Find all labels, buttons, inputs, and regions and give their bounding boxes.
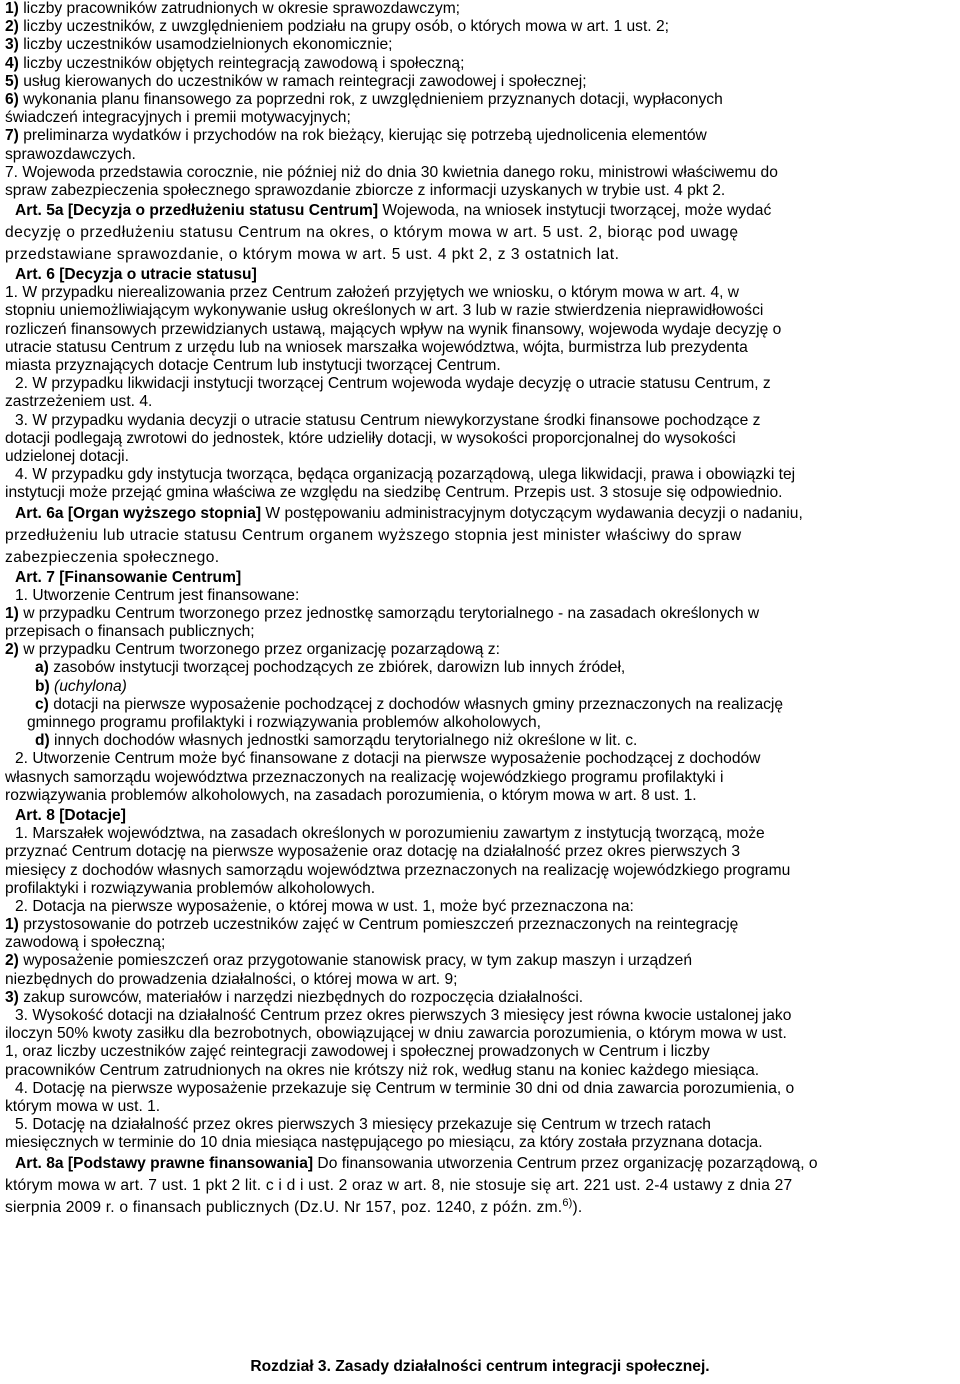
text-line: własnych samorządu województwa przeznaczonych na realizację wojewódzkiego programu profilaktyki i	[5, 768, 724, 786]
text-line: miesięcznych w terminie do 10 dnia miesiąca następującego po miesiącu, za który została przyznana dotacja.	[5, 1134, 763, 1152]
item-number: 4)	[5, 54, 19, 72]
text-line: zastrzeżeniem ust. 4.	[5, 393, 153, 411]
article-text: Wojewoda, na wniosek instytucji tworzącej, może wydać	[378, 202, 772, 220]
list-item	[5, 678, 953, 696]
text-line: 1. Marszałek województwa, na zasadach określonych w porozumieniu zawartym z instytucją tworzącą, może	[15, 825, 765, 843]
text-line: 1. Utworzenie Centrum jest finansowane:	[15, 586, 300, 604]
list-item	[5, 55, 953, 73]
item-text: usług kierowanych do uczestników w ramach reintegracji zawodowej i społecznej;	[23, 72, 587, 90]
item-text: liczby uczestników usamodzielnionych ekonomicznie;	[23, 36, 393, 54]
text-line: instytucji może przejąć gmina właściwa ze względu na siedzibę Centrum. Przepis ust. 3 stosuje się odpowiednio.	[5, 484, 783, 502]
list-item	[5, 91, 953, 109]
text-line: 2. W przypadku likwidacji instytucji tworzącej Centrum wojewoda wydaje decyzję o utracie statusu Centrum, z	[15, 375, 771, 393]
list-item	[5, 127, 953, 145]
list-item	[5, 732, 953, 750]
list-item	[5, 73, 953, 91]
item-text: dotacji na pierwsze wyposażenie pochodzącej z dochodów własnych gminy przeznaczonych na realizację	[48, 695, 784, 713]
text-line: decyzję o przedłużeniu statusu Centrum na okres, o którym mowa w art. 5 ust. 2, biorąc pod uwagę	[5, 224, 739, 242]
text-line: przedłużeniu lub utracie statusu Centrum organem wyższego stopnia jest minister właściwy do spraw	[5, 526, 742, 544]
list-item	[5, 36, 953, 54]
item-number: 1)	[5, 916, 19, 934]
text-line	[5, 1197, 953, 1219]
chapter-heading: Rozdział 3. Zasady działalności centrum integracji społecznej.	[250, 1358, 710, 1375]
list-item	[5, 18, 953, 36]
article-5a-line	[5, 200, 953, 222]
item-text: zakup surowców, materiałów i narzędzi niezbędnych do rozpoczęcia działalności.	[18, 988, 584, 1006]
text-line: zawodową i społeczną;	[5, 934, 166, 952]
list-item	[5, 0, 953, 18]
text-line: pracowników Centrum zatrudnionych na okres nie krótszy niż rok, według stanu na koniec każdego miesiąca.	[5, 1061, 760, 1079]
text-line: niezbędnych do prowadzenia działalności, o której mowa w art. 9;	[5, 970, 458, 988]
item-text: zasobów instytucji tworzącej pochodzących ze zbiórek, darowizn lub innych źródeł,	[48, 659, 626, 677]
text-line: 3. Wysokość dotacji na działalność Centrum przez okres pierwszych 3 miesięcy jest równa kwocie ustalonej jako	[15, 1007, 792, 1024]
item-number: 2)	[5, 641, 19, 659]
text-line: 1, oraz liczby uczestników zajęć reintegracji zawodowej i społecznej prowadzonych w Centrum i liczby	[5, 1043, 710, 1061]
article-text: Do finansowania utworzenia Centrum przez organizację pozarządową, o	[313, 1154, 818, 1172]
text-line: 2. Dotacja na pierwsze wyposażenie, o której mowa w ust. 1, może być przeznaczona na:	[15, 897, 634, 915]
item-letter: a)	[35, 659, 49, 677]
item-text: w przypadku Centrum tworzonego przez jednostkę samorządu terytorialnego - na zasadach określonych w	[18, 604, 760, 622]
item-number: 3)	[5, 36, 19, 54]
text-line: rozliczeń finansowych przewidzianych ustawą, mających wpływ na wynik finansowy, wojewoda wydaje decyzję o	[5, 320, 782, 338]
text-line: 4. W przypadku gdy instytucja tworząca, będąca organizacją pozarządową, ulega likwidacji, prawa i obowiązki tej	[15, 466, 796, 484]
list-item	[5, 696, 953, 714]
item-text: wyposażenie pomieszczeń oraz przygotowanie stanowisk pracy, w tym zakup maszyn i urządzeń	[18, 952, 693, 970]
text-line: iloczyn 50% kwoty zasiłku dla bezrobotnych, obowiązującej w dniu zawarcia porozumienia, o którym mowa w ust.	[5, 1025, 787, 1043]
item-letter: d)	[35, 732, 50, 750]
text-line: gminnego programu profilaktyki i rozwiązywania problemów alkoholowych,	[27, 714, 541, 731]
text-line: sprawozdawczych.	[5, 145, 136, 163]
text-line: którym mowa w art. 7 ust. 1 pkt 2 lit. c i d i ust. 2 oraz w art. 8, nie stosuje się art. 221 ust. 2-4 ustawy z dnia 27	[5, 1176, 793, 1194]
list-item	[5, 641, 953, 659]
text-line: dotacji podlegają zwrotowi do jednostek, które udzieliły dotacji, w wysokości proporcjonalnej do wysokości	[5, 429, 736, 447]
item-number: 2)	[5, 952, 19, 970]
item-text: (uchylona)	[49, 677, 127, 695]
article-text: W postępowaniu administracyjnym dotyczącym wydawania decyzji o nadaniu,	[261, 504, 803, 522]
text-line: 3. W przypadku wydania decyzji o utracie statusu Centrum niewykorzystane środki finansowe pochodzące z	[15, 411, 761, 429]
list-item	[5, 952, 953, 970]
item-text: liczby uczestników, z uwzględnieniem podziału na grupy osób, o których mowa w art. 1 ust. 2;	[23, 18, 669, 36]
footnote-marker: 6)	[562, 1196, 573, 1209]
article-6-heading: Art. 6 [Decyzja o utracie statusu]	[15, 266, 257, 284]
text-line: miesięcy z dochodów własnych samorządu województwa przeznaczonych na realizację wojewódzkiego programu	[5, 861, 791, 879]
text-line: świadczeń integracyjnych i premii motywacyjnych;	[5, 109, 351, 127]
item-number: 1)	[5, 0, 19, 17]
article-6a-line	[5, 503, 953, 525]
article-heading: Art. 8a [Podstawy prawne finansowania]	[15, 1154, 314, 1172]
article-heading: Art. 6a [Organ wyższego stopnia]	[15, 504, 262, 522]
text-line: którym mowa w ust. 1.	[5, 1097, 161, 1115]
text-line: przedstawiane sprawozdanie, o którym mowa w art. 5 ust. 4 pkt 2, z 3 ostatnich lat.	[5, 246, 620, 264]
text-line: profilaktyki i rozwiązywania problemów alkoholowych.	[5, 879, 376, 897]
list-item	[5, 659, 953, 677]
text-line: miasta przyznających dotacje Centrum lub instytucji tworzącej Centrum.	[5, 357, 501, 374]
item-text: liczby uczestników objętych reintegracją zawodową i społeczną;	[23, 54, 465, 72]
item-number: 1)	[5, 604, 19, 622]
text-segment: ).	[572, 1198, 583, 1216]
list-item	[5, 916, 953, 934]
item-text: wykonania planu finansowego za poprzedni rok, z uwzględnieniem przyznanych dotacji, wypłaconych	[23, 90, 723, 108]
list-item	[5, 989, 953, 1007]
text-line: spraw zabezpieczenia społecznego sprawozdanie zbiorcze z informacji uzyskanych w trybie ust. 4 pkt 2.	[5, 181, 726, 199]
item-number: 3)	[5, 988, 19, 1006]
item-number: 2)	[5, 18, 19, 36]
item-text: przystosowanie do potrzeb uczestników zajęć w Centrum pomieszczeń przeznaczonych na reintegrację	[18, 916, 739, 934]
item-number: 5)	[5, 72, 19, 90]
item-text: preliminarza wydatków i przychodów na rok bieżący, kierując się potrzebą ujednolicenia elementów	[23, 127, 707, 145]
article-8a-line	[5, 1153, 953, 1175]
text-segment: sierpnia 2009 r. o finansach publicznych (Dz.U. Nr 157, poz. 1240, z późn. zm.	[5, 1198, 563, 1216]
item-number: 6)	[5, 90, 19, 108]
item-letter: b)	[35, 677, 50, 695]
article-heading: Art. 5a [Decyzja o przedłużeniu statusu Centrum]	[15, 202, 379, 220]
text-line: udzielonej dotacji.	[5, 447, 129, 465]
item-text: w przypadku Centrum tworzonego przez organizację pozarządową z:	[18, 641, 500, 659]
text-line: przyznać Centrum dotację na pierwsze wyposażenie oraz dotację na działalność przez okres pierwszych 3	[5, 843, 740, 861]
text-line: 5. Dotację na działalność przez okres pierwszych 3 miesięcy przekazuje się Centrum w trzech ratach	[15, 1116, 711, 1134]
item-text: liczby pracowników zatrudnionych w okresie sprawozdawczym;	[23, 0, 461, 17]
item-letter: c)	[35, 695, 49, 713]
text-line: utracie statusu Centrum z urzędu lub na wniosek marszałka województwa, wójta, burmistrza lub prezydenta	[5, 338, 748, 356]
text-line: 7. Wojewoda przedstawia corocznie, nie później niż do dnia 30 kwietnia danego roku, ministrowi właściwemu do	[5, 163, 778, 181]
text-line: 4. Dotację na pierwsze wyposażenie przekazuje się Centrum w terminie 30 dni od dnia zawarcia porozumienia, o	[15, 1079, 795, 1097]
text-line: rozwiązywania problemów alkoholowych, na zasadach porozumienia, o którym mowa w art. 8 ust. 1.	[5, 786, 697, 804]
text-line: zabezpieczenia społecznego.	[5, 548, 220, 566]
list-item	[5, 605, 953, 623]
item-text: innych dochodów własnych jednostki samorządu terytorialnego niż określone w lit. c.	[49, 732, 638, 750]
text-line: przepisach o finansach publicznych;	[5, 623, 255, 641]
item-number: 7)	[5, 127, 19, 145]
article-8-heading: Art. 8 [Dotacje]	[15, 806, 126, 824]
text-line: 2. Utworzenie Centrum może być finansowane z dotacji na pierwsze wyposażenie pochodzącej z dochodów	[15, 750, 761, 768]
text-line: stopniu uniemożliwiającym wykonywanie usług określonych w art. 3 lub w razie stwierdzenia nieprawidłowości	[5, 302, 764, 320]
text-line: 1. W przypadku nierealizowania przez Centrum założeń przyjętych we wniosku, o którym mowa w art. 4, w	[5, 284, 740, 302]
article-7-heading: Art. 7 [Finansowanie Centrum]	[15, 568, 242, 586]
document-page	[5, 0, 953, 1219]
